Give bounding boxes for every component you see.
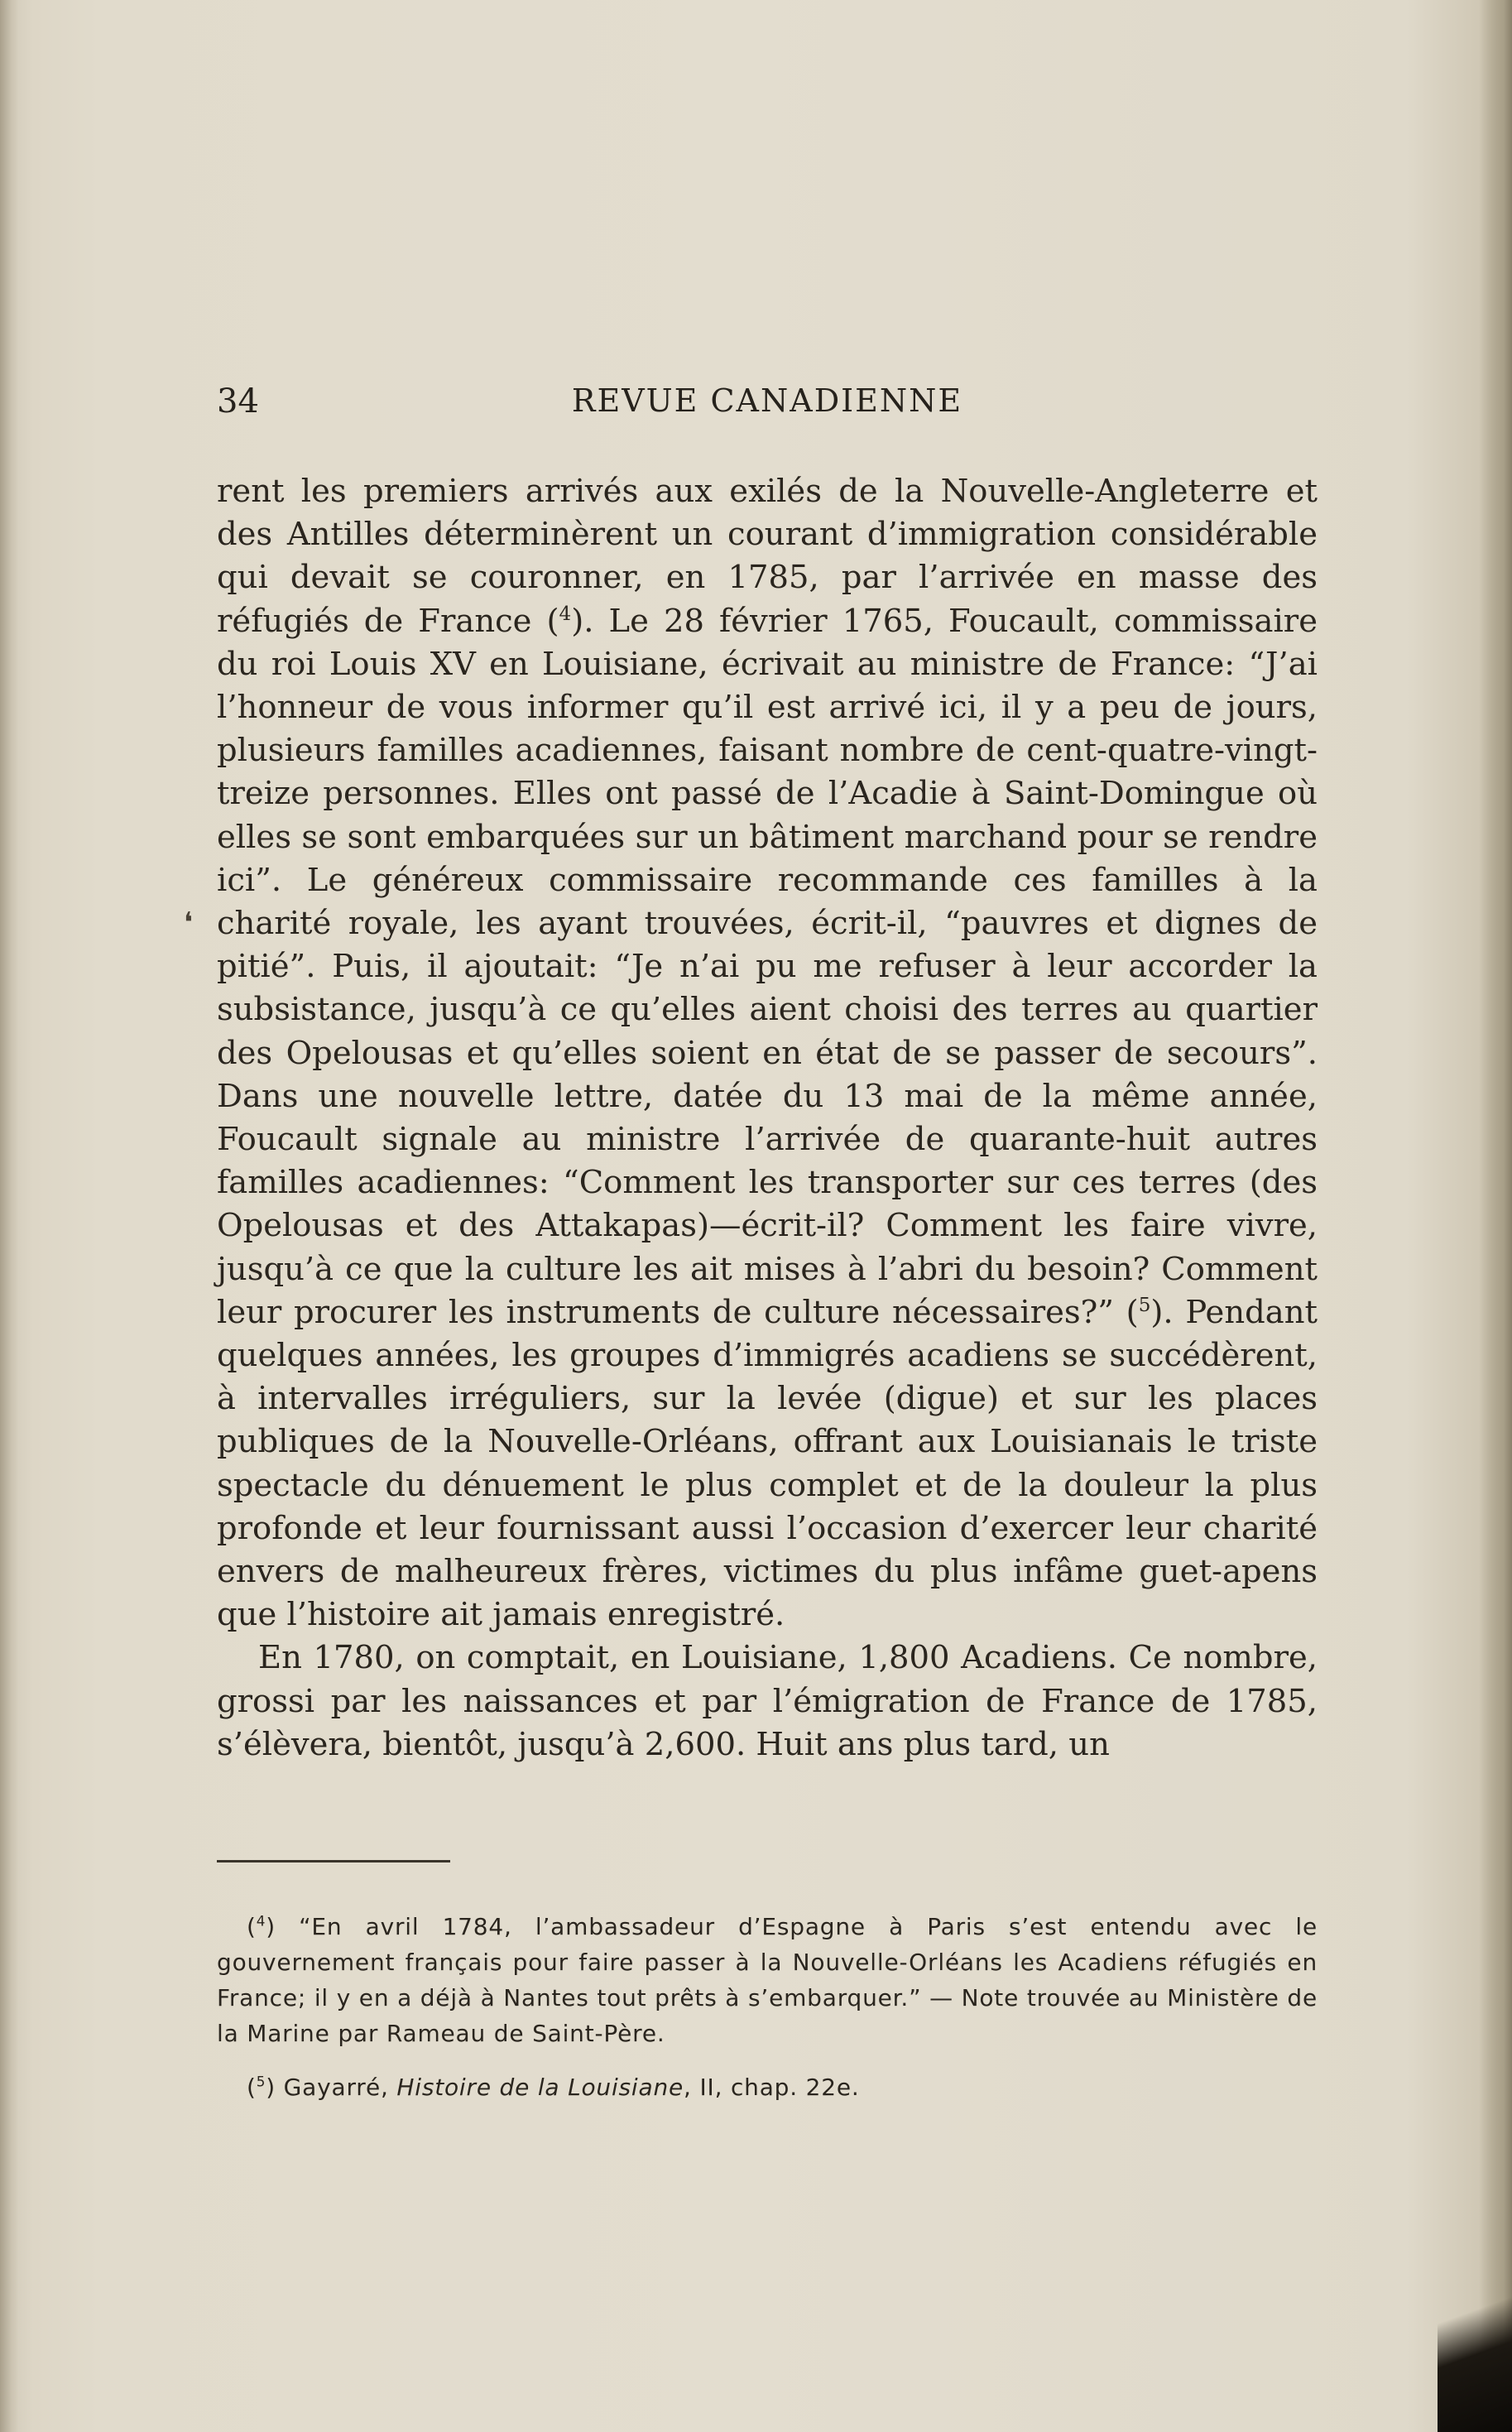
paragraph: En 1780, on comptait, en Louisiane, 1,800 Acadiens. Ce nombre, grossi par les naissances et par l’émigration de France de 1785, s’élèvera, bientôt, jusqu’à 2,600. Huit ans plus tard, un [217,1639,1318,1763]
footnote-reference: 5 [1138,1295,1151,1317]
corner-shadow [1438,2233,1512,2432]
paragraph-text: ). Pendant quelques années, les groupes d’immigrés acadiens se succédèrent, à intervalles irréguliers, sur la levée (digue) et sur les places publiques de la Nouvelle-Orléans, offrant aux Louisianais le triste spectacle du dénuement le plus complet et de la douleur la plus profonde et leur fournissant aussi l’occasion d’exercer leur charité envers de malheureux frères, victimes du plus infâme guet-apens que l’histoire ait jamais enregistré. [217,1293,1318,1634]
footnote-text: “En avril 1784, l’ambassadeur d’Espagne à Paris s’est entendu avec le gouvernement français pour faire passer à la Nouvelle-Orléans les Acadiens réfugiés en France; il y en a déjà à Nantes tout prêts à s’embarquer.” — Note trouvée au Ministère de la Marine par Rameau de Saint-Père. [217,1913,1318,2047]
running-header [217,382,1318,432]
paragraph-text: ). Le 28 février 1765, Foucault, commissaire du roi Louis XV en Louisiane, écrivait au ministre de France: “J’ai l’honneur de vous informer qu’il est arrivé ici, il y a peu de jours, plusieurs familles acadiennes, faisant nombre de cent-quatre-vingt-treize personnes. Elles ont passé de l’Acadie à Saint-Domingue où elles se sont embarquées sur un bâtiment marchand pour se rendre ici”. Le généreux commissaire recommande ces familles à la charité royale, les ayant trouvées, écrit-il, “pauvres et dignes de pitié”. Puis, il ajoutait: “Je n’ai pu me refuser à leur accorder la subsistance, jusqu’à ce qu’elles aient choisi des terres au quartier des Opelousas et qu’elles soient en état de se passer de secours”. Dans une nouvelle lettre, datée du 13 mai de la même année, Foucault signale au ministre l’arrivée de quarante-huit autres familles acadiennes: “Comment les transporter sur ces terres (des Opelousas et des Attakapas)—écrit-il? Comment les faire vivre, jusqu’à ce que la culture les ait mises à l’abri du besoin? Comment leur procurer les instruments de culture nécessaires?” ( [217,602,1318,1331]
footnote-reference: 4 [559,603,572,625]
page-gutter-shadow [0,0,18,2432]
paragraph-text: rent les premiers arrivés aux exilés de la Nouvelle-Angleterre et des Antilles déterminèrent un courant d’immigration considérable qui devait se couronner, en 1785, par l’arrivée en masse des réfugiés de France ( [217,473,1318,640]
running-title: REVUE CANADIENNE [571,382,963,419]
footnote-rule [217,1860,450,1862]
footnote-5: ($^5$) Gayarré, Histoire de la Louisiane, II, chap. 22e. [247,2073,860,2101]
page-edge-shadow [1479,0,1512,2432]
footnote-author: Gayarré, [283,2074,397,2101]
paragraph [217,470,1318,1637]
page-number: 34 [217,382,259,421]
footnote-4: ($^4$) “En avril 1784, l’ambassadeur d’Espagne à Paris s’est entendu avec le gouvernement français pour faire passer à la Nouvelle-Orléans les Acadiens réfugiés en France; il y en a déjà à Nantes tout prêts à s’embarquer.” — Note trouvée au Ministère de la Marine par Rameau de Saint-Père. [217,1912,1318,2047]
footnote-marker: 4 [256,1912,266,1930]
margin-mark: ❛ [184,906,193,940]
body-text [217,470,1318,1766]
footnote-text: , II, chap. 22e. [684,2074,860,2101]
footnote-marker: 5 [256,2073,266,2090]
footnote-title: Histoire de la Louisiane [396,2074,684,2101]
footnotes [217,1909,1318,2123]
